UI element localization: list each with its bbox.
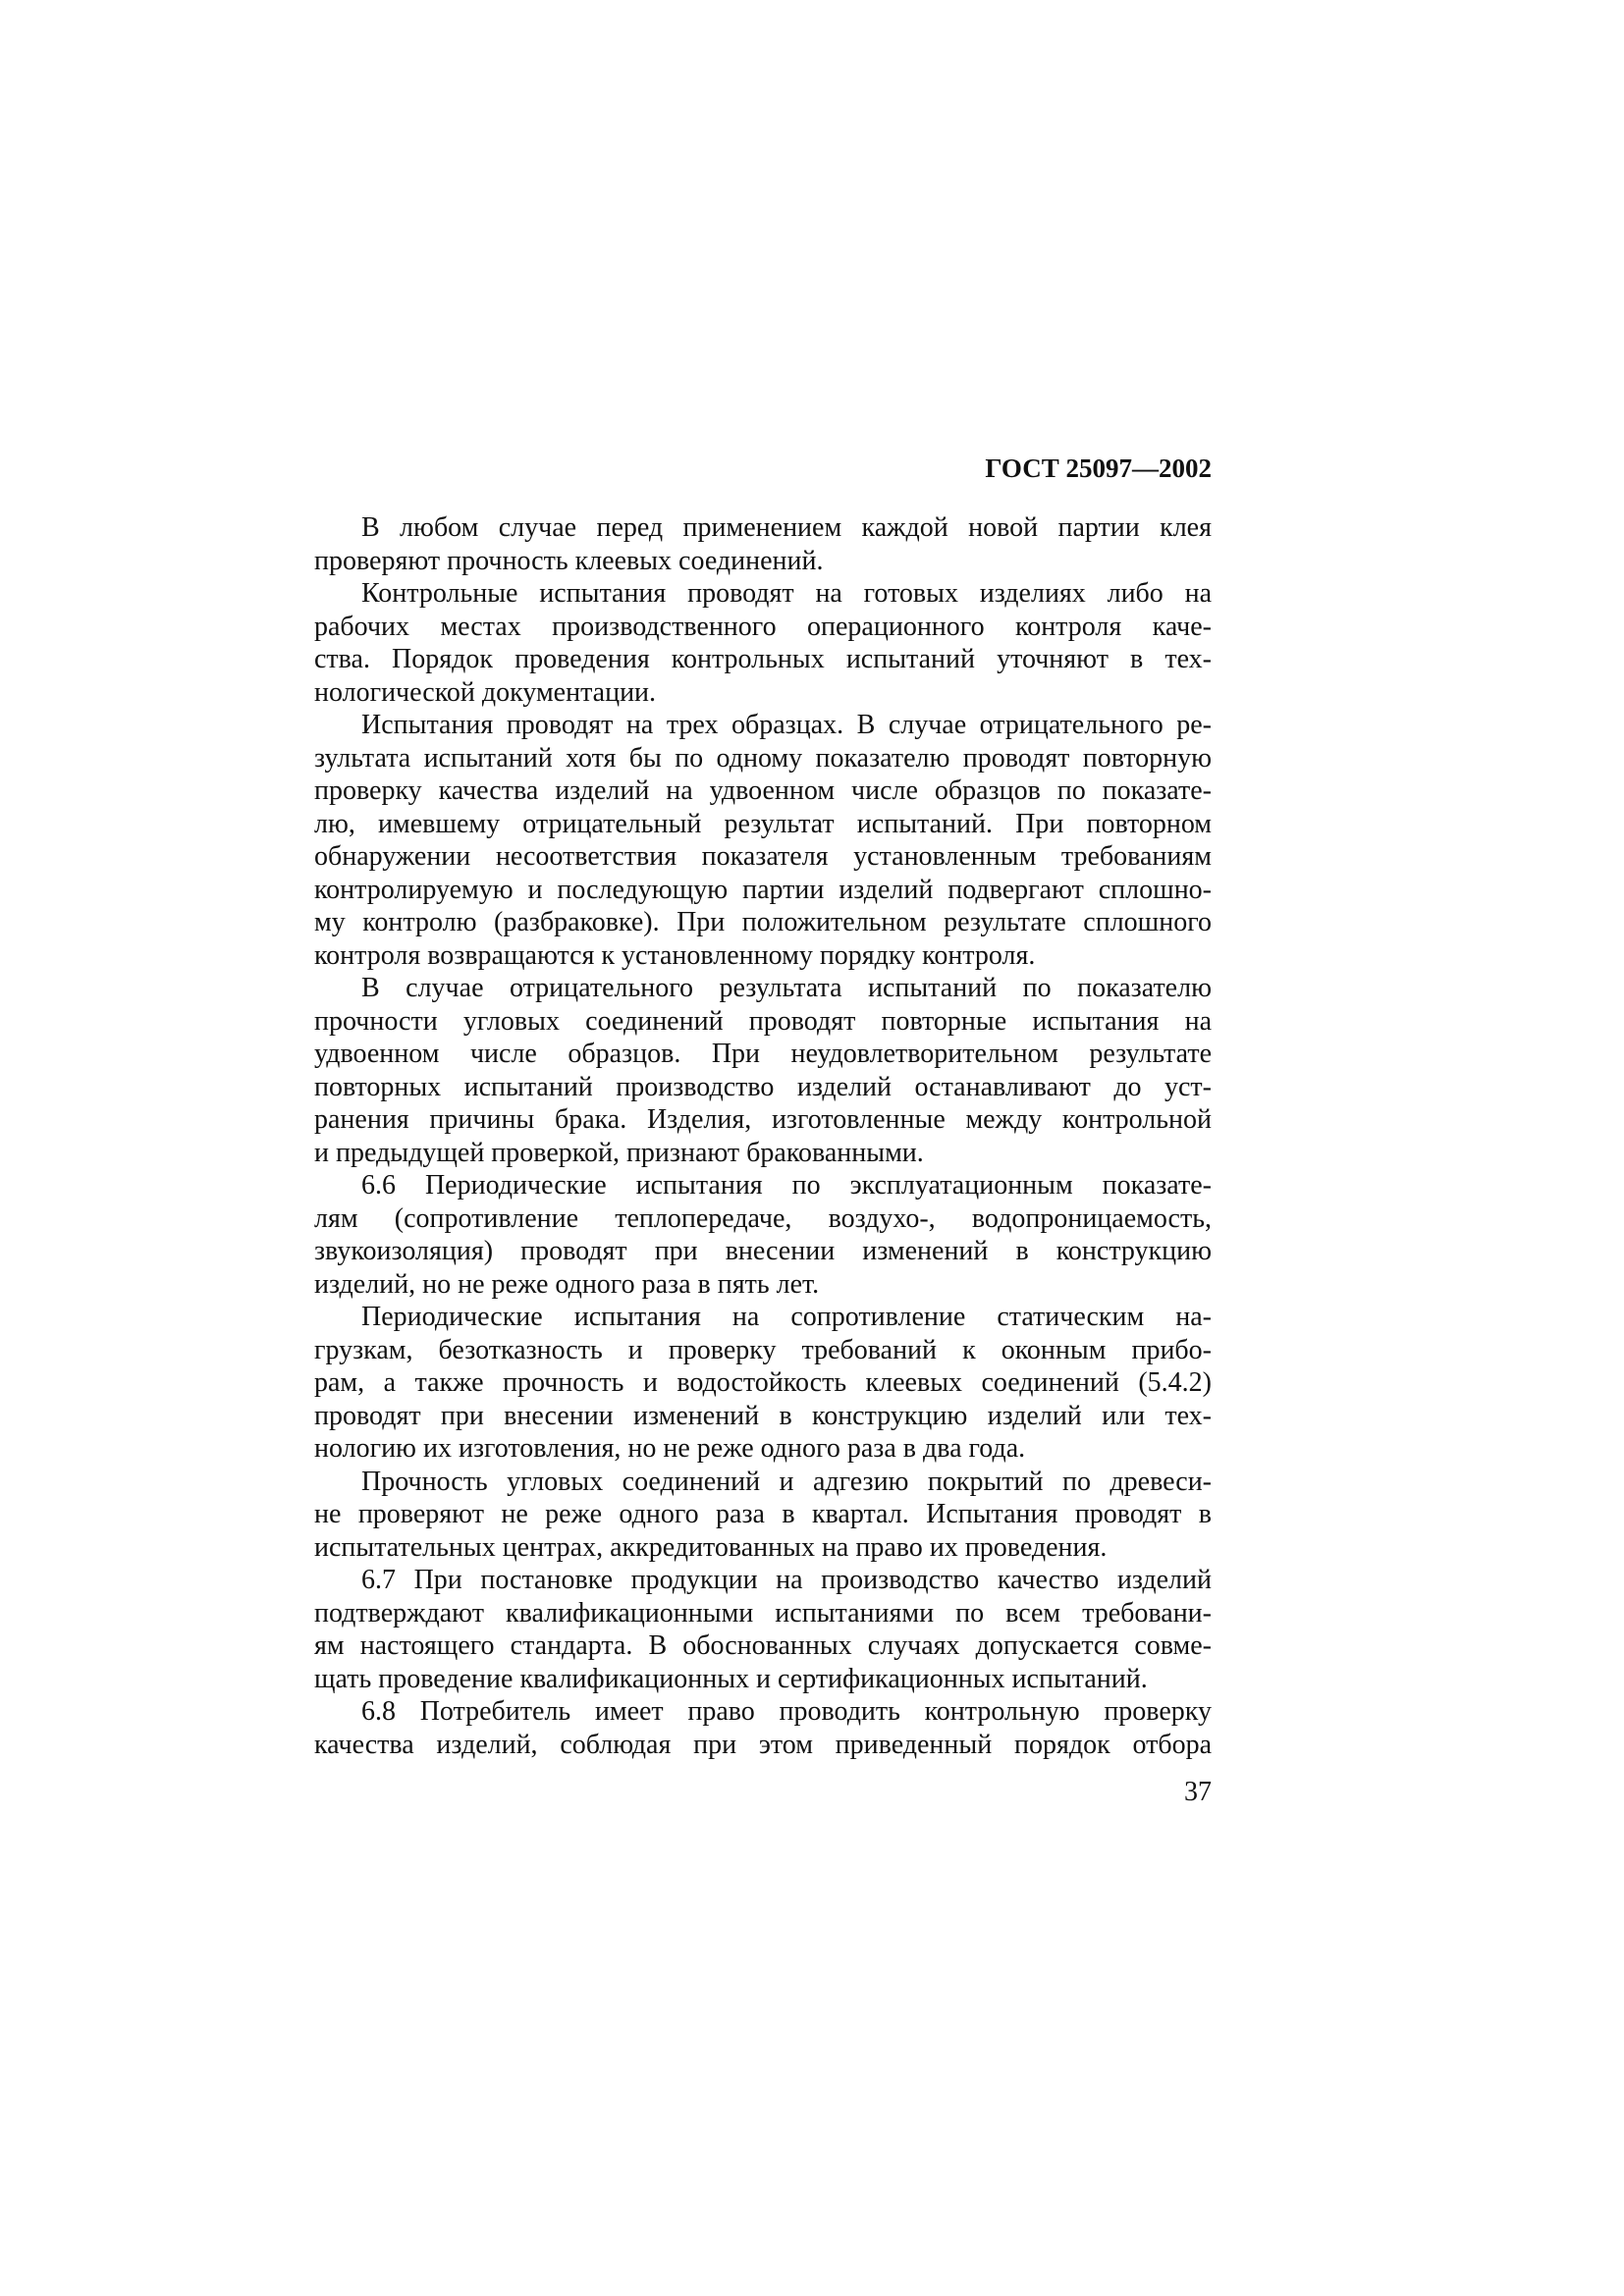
- text-line: 6.6 Периодические испытания по эксплуатационным показате-: [361, 1170, 1212, 1201]
- text-line: изделий, но не реже одного раза в пять лет.: [314, 1268, 820, 1300]
- text-line: му контролю (разбраковке). При положительном результате сплошного: [314, 907, 1212, 937]
- text-line: В любом случае перед применением каждой новой партии клея: [361, 512, 1212, 543]
- text-line: проверку качества изделий на удвоенном числе образцов по показате-: [314, 775, 1212, 806]
- page-number: 37: [1184, 1777, 1212, 1807]
- text-line: Испытания проводят на трех образцах. В случае отрицательного ре-: [361, 710, 1212, 740]
- text-line: контролируемую и последующую партии изделий подвергают сплошно-: [314, 874, 1212, 905]
- text-line: звукоизоляция) проводят при внесении изменений в конструкцию: [314, 1236, 1212, 1266]
- text-line: и предыдущей проверкой, признают бракованными.: [314, 1137, 924, 1168]
- text-line: Периодические испытания на сопротивление статическим на-: [361, 1302, 1212, 1332]
- document-code-header: ГОСТ 25097—2002: [985, 454, 1212, 483]
- text-line: не проверяют не реже одного раза в квартал. Испытания проводят в: [314, 1499, 1212, 1529]
- paragraph: [314, 577, 1212, 709]
- text-line: нологию их изготовления, но не реже одного раза в два года.: [314, 1433, 1026, 1464]
- text-line: лю, имевшему отрицательный результат испытаний. При повторном: [314, 808, 1212, 839]
- text-line: щать проведение квалификационных и сертификационных испытаний.: [314, 1663, 1148, 1694]
- text-line: рабочих местах производственного операционного контроля каче-: [314, 611, 1212, 642]
- text-line: обнаружении несоответствия показателя установленным требованиям: [314, 841, 1212, 872]
- text-line: повторных испытаний производство изделий останавливают до уст-: [314, 1071, 1212, 1102]
- paragraph: [314, 972, 1212, 1169]
- text-line: Прочность угловых соединений и адгезию покрытий по древеси-: [361, 1466, 1212, 1497]
- text-line: прочности угловых соединений проводят повторные испытания на: [314, 1005, 1212, 1037]
- text-line: ям настоящего стандарта. В обоснованных случаях допускается совме-: [314, 1630, 1212, 1661]
- text-line: 6.8 Потребитель имеет право проводить контрольную проверку: [361, 1696, 1212, 1727]
- paragraph: [314, 709, 1212, 972]
- paragraph: [314, 1564, 1212, 1695]
- text-line: качества изделий, соблюдая при этом приведенный порядок отбора: [314, 1729, 1212, 1760]
- text-line: В случае отрицательного результата испытаний по показателю: [361, 973, 1212, 1003]
- text-line: испытательных центрах, аккредитованных на право их проведения.: [314, 1531, 1108, 1563]
- text-line: зультата испытаний хотя бы по одному показателю проводят повторную: [314, 742, 1212, 774]
- text-line: ранения причины брака. Изделия, изготовленные между контрольной: [314, 1104, 1212, 1135]
- text-line: лям (сопротивление теплопередаче, воздухо-, водопроницаемость,: [314, 1202, 1212, 1234]
- text-line: грузкам, безотказность и проверку требований к оконным прибо-: [314, 1334, 1212, 1365]
- text-line: подтверждают квалификационными испытаниями по всем требовани-: [314, 1597, 1212, 1629]
- paragraph: [314, 1301, 1212, 1466]
- paragraph: [314, 511, 1212, 577]
- text-line: проводят при внесении изменений в конструкцию изделий или тех-: [314, 1400, 1212, 1431]
- text-line: рам, а также прочность и водостойкость клеевых соединений (5.4.2): [314, 1367, 1212, 1398]
- text-line: ства. Порядок проведения контрольных испытаний уточняют в тех-: [314, 644, 1212, 674]
- text-line: 6.7 При постановке продукции на производство качество изделий: [361, 1565, 1212, 1595]
- text-line: нологической документации.: [314, 676, 657, 708]
- text-line: проверяют прочность клеевых соединений.: [314, 545, 824, 576]
- paragraph: [314, 1466, 1212, 1565]
- text-line: контроля возвращаются к установленному порядку контроля.: [314, 939, 1036, 971]
- paragraph: [314, 1169, 1212, 1301]
- body-text: [314, 511, 1212, 1761]
- paragraph: [314, 1695, 1212, 1761]
- text-line: удвоенном числе образцов. При неудовлетворительном результате: [314, 1039, 1212, 1069]
- text-line: Контрольные испытания проводят на готовых изделиях либо на: [361, 578, 1212, 609]
